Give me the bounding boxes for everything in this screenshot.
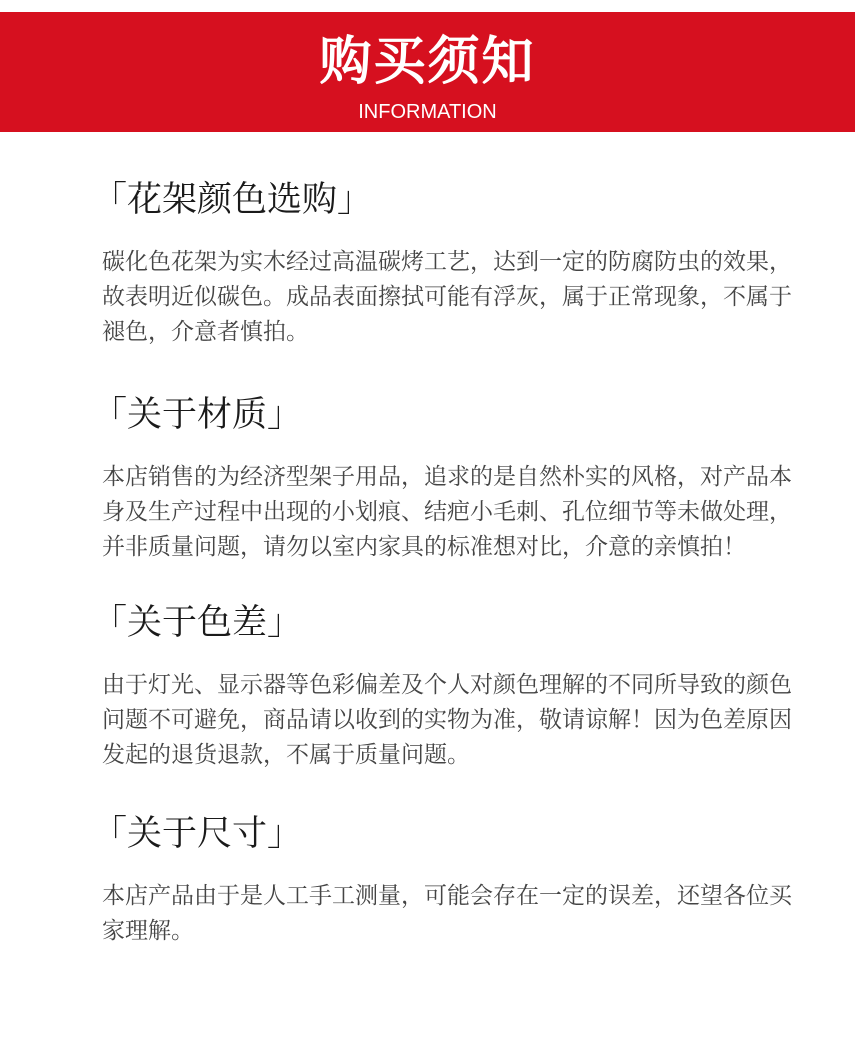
section-flower-stand-color bbox=[92, 175, 807, 350]
section-heading: 「关于色差」 bbox=[92, 603, 303, 643]
section-body: 本店产品由于是人工手工测量，可能会存在一定的误差，还望各位买家理解。 bbox=[102, 883, 792, 944]
section-size bbox=[92, 809, 807, 949]
banner-subtitle: INFORMATION bbox=[358, 101, 497, 123]
section-body: 碳化色花架为实木经过高温碳烤工艺，达到一定的防腐防虫的效果，故表明近似碳色。成品表面擦拭可能有浮灰，属于正常现象，不属于褪色，介意者慎拍。 bbox=[102, 249, 792, 345]
banner-title: 购买须知 bbox=[319, 32, 536, 92]
section-body: 由于灯光、显示器等色彩偏差及个人对颜色理解的不同所导致的颜色问题不可避免，商品请以收到的实物为准，敬请谅解！因为色差原因发起的退货退款，不属于质量问题。 bbox=[102, 672, 792, 768]
notice-content bbox=[92, 175, 807, 949]
section-color-difference bbox=[92, 598, 807, 773]
section-body: 本店销售的为经济型架子用品，追求的是自然朴实的风格，对产品本身及生产过程中出现的小划痕、结疤小毛刺、孔位细节等未做处理，并非质量问题，请勿以室内家具的标准想对比，介意的亲慎拍！ bbox=[102, 464, 792, 560]
section-heading: 「关于尺寸」 bbox=[92, 814, 303, 854]
section-heading: 「花架颜色选购」 bbox=[92, 180, 373, 220]
purchase-notice-banner bbox=[0, 12, 855, 132]
section-material bbox=[92, 390, 807, 565]
section-heading: 「关于材质」 bbox=[92, 395, 303, 435]
